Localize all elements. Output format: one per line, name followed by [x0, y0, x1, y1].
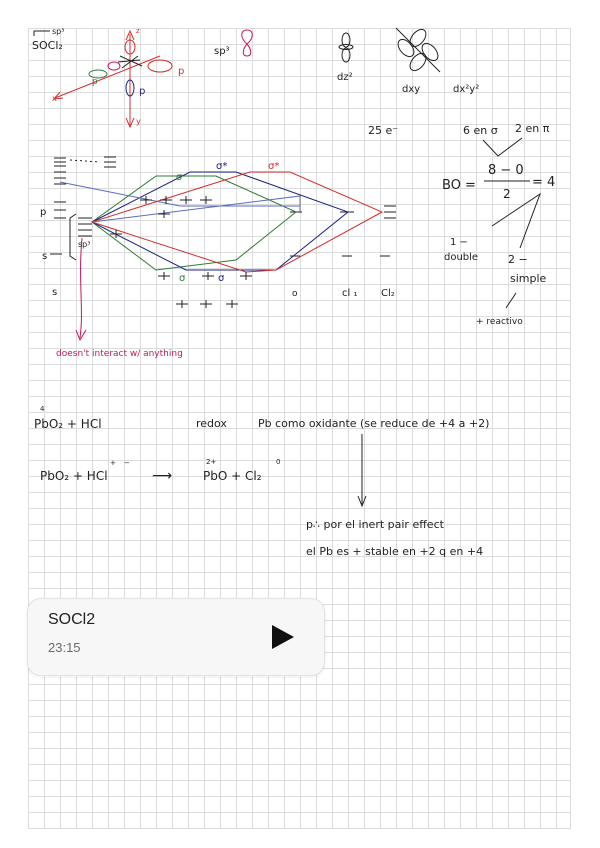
sp3-top-label: sp³ [52, 27, 65, 36]
reactive-label: + reactivo [476, 317, 523, 327]
eq2-reactants: PbO₂ + HCl [40, 469, 108, 483]
axis-x-label: x [52, 94, 57, 103]
pink-note: doesn't interact w/ anything [56, 349, 183, 359]
mo-diagram [50, 157, 396, 340]
label-p-green: p [92, 77, 98, 87]
play-button[interactable] [264, 619, 304, 655]
level-p-label: p [40, 207, 47, 218]
level-s-label: s [42, 251, 48, 262]
level-o-label: o [292, 289, 298, 299]
eq1-reactants: PbO₂ + HCl [34, 417, 102, 431]
double-label: double [444, 252, 479, 263]
dz2-orbital-drawing [339, 33, 353, 62]
sp3-mo-label: sp³ [78, 240, 91, 249]
eq2-ox-pb: 2+ [206, 458, 217, 466]
dxy-orbital-drawing [395, 26, 441, 73]
explanation-line-1: p∴ por el inert pair effect [306, 518, 444, 531]
eq2-ox-cl: − [124, 459, 130, 467]
label-p-blue: p [139, 86, 146, 97]
orbital-axes-sketch [54, 31, 172, 127]
explanation-line-2: el Pb es + stable en +2 q en +4 [306, 545, 484, 558]
orbital-dz2-label: dz² [337, 72, 353, 83]
pi-bonds-label: 2 en π [515, 122, 550, 135]
molecule-label: SOCl₂ [32, 39, 63, 52]
play-icon [264, 619, 304, 655]
bond-order-result: = 4 [532, 175, 556, 190]
level-cl1-label: cl ₁ [342, 288, 358, 299]
sigma-star-red-label: σ* [268, 161, 280, 172]
level-cl2-label: Cl₂ [381, 288, 395, 299]
orbital-dx2y2-label: dx²y² [453, 84, 480, 95]
eq1-oxidation-number: 4 [40, 405, 45, 413]
bond-order-numerator: 8 − 0 [488, 163, 524, 178]
audio-recording-card[interactable] [27, 598, 325, 676]
eq2-products: PbO + Cl₂ [203, 469, 262, 483]
axis-z-label: z [136, 27, 140, 35]
simple-label: simple [510, 272, 547, 285]
bond-order-denominator: 2 [503, 187, 511, 201]
sigma-bonds-label: 6 en σ [463, 124, 498, 137]
electron-count: 25 e⁻ [368, 124, 399, 137]
eq2-ox-h: + [110, 459, 116, 467]
sigma-bottom-blue-label: σ [218, 273, 225, 284]
eq2-ox-cl2: 0 [276, 458, 281, 466]
orbital-dxy-label: dxy [402, 84, 421, 95]
level-s2-label: s [52, 287, 58, 298]
eq1-comment: Pb como oxidante (se reduce de +4 a +2) [258, 417, 490, 430]
audio-duration: 23:15 [48, 640, 81, 655]
sigma-green-label: σ [176, 172, 183, 183]
audio-title: SOCl2 [48, 611, 96, 628]
sp3-label: sp³ [214, 46, 230, 57]
sigma-bottom-green-label: σ [179, 273, 186, 284]
axis-y-label: y [136, 117, 141, 126]
eq1-redox-label: redox [196, 417, 227, 430]
eq2-arrow: ⟶ [152, 468, 173, 484]
sigma-star-blue-label: σ* [216, 161, 228, 172]
double-count: 1 − [450, 237, 468, 248]
simple-count: 2 − [508, 253, 528, 266]
label-p-red: p [178, 66, 185, 77]
bond-order-label: BO = [442, 178, 476, 193]
